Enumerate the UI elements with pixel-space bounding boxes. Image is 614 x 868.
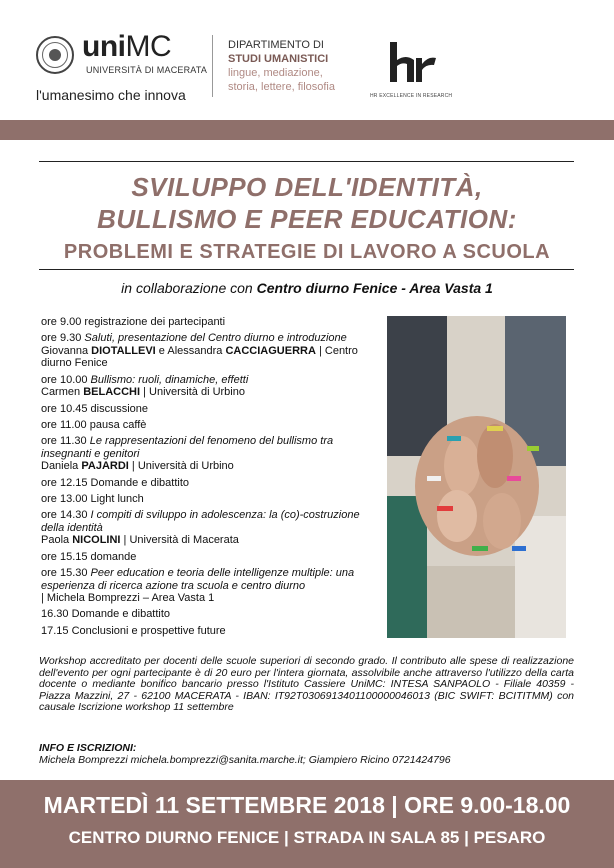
- top-color-band: [0, 120, 614, 140]
- program-item: 17.15 Conclusioni e prospettive future: [41, 624, 226, 637]
- subtitle: PROBLEMI E STRATEGIE DI LAVORO A SCUOLA: [63, 241, 551, 263]
- title-line: BULLISMO E PEER EDUCATION:: [97, 204, 517, 234]
- dept-line: lingue, mediazione,: [228, 67, 323, 79]
- dept-line: STUDI UMANISTICI: [228, 53, 329, 65]
- department-block: [228, 38, 335, 94]
- program-item: ore 13.00 Light lunch: [41, 492, 144, 505]
- hr-caption: HR EXCELLENCE IN RESEARCH: [370, 93, 453, 99]
- program-item: ore 10.00 Bullismo: ruoli, dinamiche, effetti Carmen BELACCHI | Università di Urbino: [41, 373, 249, 399]
- event-place: CENTRO DIURNO FENICE | STRADA IN SALA 85 | PESARO: [68, 828, 546, 847]
- dept-line: DIPARTIMENTO DI: [228, 39, 324, 51]
- program-item: ore 9.30 Saluti, presentazione del Centro diurno e introduzione Giovanna DIOTALLEVI e Alessandra CACCIAGUERRA | Centro diurno Fenice: [41, 332, 358, 370]
- program-item: ore 10.45 discussione: [41, 402, 149, 415]
- hr-excellence-logo-icon: [380, 38, 440, 88]
- info-contacts: Michela Bomprezzi michela.bomprezzi@sanita.marche.it; Giampiero Ricino 0721424796: [39, 754, 451, 766]
- program-item: ore 11.00 pausa caffè: [41, 418, 147, 431]
- event-date: MARTEDÌ 11 SETTEMBRE 2018 | ORE 9.00-18.00: [43, 792, 571, 818]
- program-list: [41, 316, 384, 641]
- title-line: SVILUPPO DELL'IDENTITÀ,: [131, 172, 483, 202]
- university-seal-icon: [36, 36, 74, 74]
- workshop-note: Workshop accreditato per docenti delle scuole superiori di secondo grado. Il contributo alle spese di realizzazione dell'evento per ogni partecipante è di 20 euro per l'intera giornata, assolvibile anche attraverso l'utilizzo della carta docente o mediante bonifico bancario presso l'Istituto Cassiere UniMC: INTESA SANPAOLO - Filiale 40359 - Piazza Mazzini, 27 - 62100 MACERATA - IBAN: IT92T0306913401100000046013 (BIC SWIFT: BCITITMM) con causale Iscrizione workshop 11 settembre: [39, 655, 574, 714]
- program-item: 16.30 Domande e dibattito: [41, 608, 171, 621]
- program-item: ore 12.15 Domande e dibattito: [41, 476, 189, 489]
- info-heading: INFO E ISCRIZIONI:: [39, 742, 137, 754]
- rule: [39, 269, 574, 270]
- unimc-logo: uniMC: [82, 30, 172, 63]
- hands-photo: [387, 316, 566, 638]
- header: [0, 0, 614, 120]
- rule: [39, 161, 574, 162]
- divider: [212, 35, 213, 97]
- dept-line: storia, lettere, filosofia: [228, 81, 335, 93]
- program-item: ore 15.15 domande: [41, 550, 137, 563]
- program-item: ore 14.30 I compiti di sviluppo in adolescenza: la (co)-costruzione della identità Paola NICOLINI | Università di Macerata: [41, 509, 360, 547]
- info-block: [39, 742, 574, 766]
- motto: l'umanesimo che innova: [36, 87, 186, 103]
- program-item: ore 9.00 registrazione dei partecipanti: [41, 316, 226, 328]
- program-item: ore 15.30 Peer education e teoria delle intelligenze multiple: una esperienza di ricerca azione tra scuola e centro diurno | Michela Bomprezzi – Area Vasta 1: [41, 566, 355, 605]
- collaboration-line: in collaborazione con Centro diurno Fenice - Area Vasta 1: [121, 280, 493, 296]
- program-item: ore 11.30 Le rappresentazioni del fenomeno del bullismo tra insegnanti e genitori Daniela PAJARDI | Università di Urbino: [41, 435, 334, 473]
- unimc-subtitle: UNIVERSITÀ DI MACERATA: [86, 65, 208, 75]
